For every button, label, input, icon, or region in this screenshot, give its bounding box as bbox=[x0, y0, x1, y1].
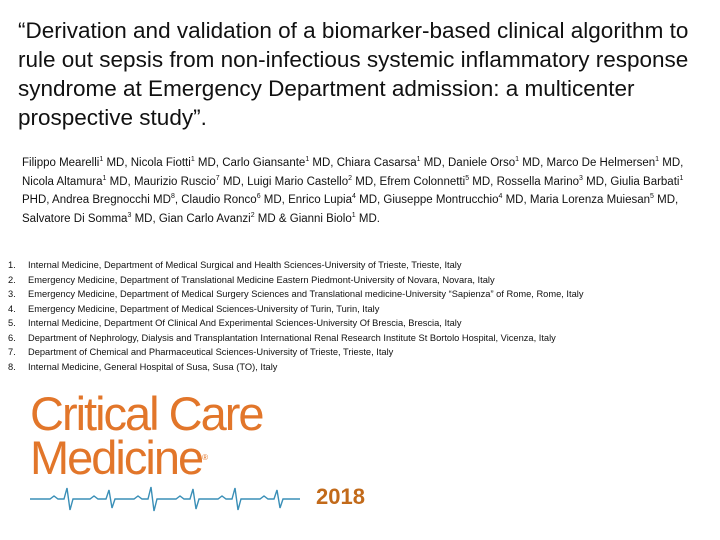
affiliation-number: 8. bbox=[8, 361, 16, 372]
ekg-line-icon bbox=[30, 484, 300, 514]
affiliation-number: 7. bbox=[8, 347, 16, 357]
affiliation-item bbox=[8, 287, 713, 302]
author: Marco De Helmersen$^1$ MD, bbox=[546, 156, 684, 169]
affiliation-text: Emergency Medicine, Department of Medical Sciences-University of Turin, Turin, Italy bbox=[28, 303, 380, 314]
affiliation-item bbox=[8, 360, 713, 375]
affiliation-number: 4. bbox=[8, 303, 16, 314]
affiliation-text: Internal Medicine, Department Of Clinical And Experimental Sciences-University Of Brescia, Brescia, Italy bbox=[28, 318, 462, 328]
author: Giuseppe Montrucchio$^4$ MD, bbox=[383, 193, 530, 206]
author: Salvatore Di Somma$^3$ MD, bbox=[22, 211, 159, 225]
author: Filippo Mearelli$^1$ MD, bbox=[22, 156, 131, 169]
journal-logo bbox=[30, 387, 330, 522]
author: Daniele Orso$^1$ MD, bbox=[448, 156, 547, 169]
affiliation-number: 2. bbox=[8, 274, 16, 285]
author: Maria Lorenza Muiesan$^5$ MD, bbox=[529, 193, 679, 206]
author: Efrem Colonnetti$^5$ MD, bbox=[379, 174, 497, 188]
affiliation-text: Emergency Medicine, Department of Translational Medicine Eastern Piedmont-University of Novara, Novara, Italy bbox=[28, 274, 495, 285]
author: Andrea Bregnocchi $MD^8$, bbox=[52, 193, 182, 206]
author: Nicola Altamura$^1$ MD, bbox=[22, 174, 134, 188]
affiliation-item bbox=[8, 273, 713, 288]
affiliation-text: Department of Chemical and Pharmaceutical Sciences-University of Trieste, Trieste, Italy bbox=[28, 347, 394, 357]
author: Claudio Ronco$^6$ MD, bbox=[181, 193, 289, 206]
affiliation-text: Department of Nephrology, Dialysis and Transplantation International Renal Research Institute St Bortolo Hospital, Vicenza, Italy bbox=[28, 332, 556, 343]
author: Rossella Marino$^3$ MD, bbox=[496, 174, 611, 188]
author: Enrico Lupia$^4$ MD, bbox=[288, 193, 384, 206]
author: Gianni Biolo$^1$ MD. bbox=[289, 211, 380, 225]
affiliation-text: Internal Medicine, Department of Medical Surgical and Health Sciences-University of Trieste, Trieste, Italy bbox=[28, 260, 462, 270]
affiliation-item bbox=[8, 302, 713, 317]
author: Giulia Barbati$^1$ PHD, bbox=[22, 174, 684, 206]
affiliation-text: Internal Medicine, General Hospital of Susa, Susa (TO), Italy bbox=[28, 361, 278, 372]
author: Nicola Fiotti$^1$ MD, bbox=[130, 156, 223, 169]
affiliation-text: Emergency Medicine, Department of Medical Surgery Sciences and Translational medicine-University “Sapienza” of Rome, Rome, Italy bbox=[28, 289, 584, 299]
author: Maurizio Ruscio$^7$ MD, bbox=[133, 174, 248, 188]
author: Gian Carlo Avanzi$^2$ MD & bbox=[158, 211, 290, 225]
publication-year: 2018 bbox=[316, 484, 365, 509]
affiliation-item bbox=[8, 258, 713, 273]
author: Luigi Mario Castello$^2$ MD, bbox=[247, 174, 380, 188]
affiliation-number: 5. bbox=[8, 318, 16, 328]
affiliation-number: 3. bbox=[8, 289, 16, 299]
affiliation-item bbox=[8, 345, 713, 360]
affiliation-number: 6. bbox=[8, 332, 16, 343]
author: Carlo Giansante$^1$ MD, bbox=[222, 156, 337, 169]
logo-text-line-1: Critical Care bbox=[30, 387, 263, 440]
author: Chiara Casarsa$^1$ MD, bbox=[336, 156, 448, 169]
affiliation-list bbox=[8, 258, 713, 374]
affiliation-item bbox=[8, 316, 713, 331]
author-list bbox=[22, 154, 712, 228]
affiliation-item bbox=[8, 331, 713, 346]
affiliation-number: 1. bbox=[8, 260, 16, 270]
logo-text-line-2: Medicine® bbox=[30, 431, 208, 484]
paper-title: “Derivation and validation of a biomarker-based clinical algorithm to rule out sepsis from non-infectious systemic inflammatory response syndrome at Emergency Department admission: a multicenter prospective study”. bbox=[18, 18, 689, 130]
